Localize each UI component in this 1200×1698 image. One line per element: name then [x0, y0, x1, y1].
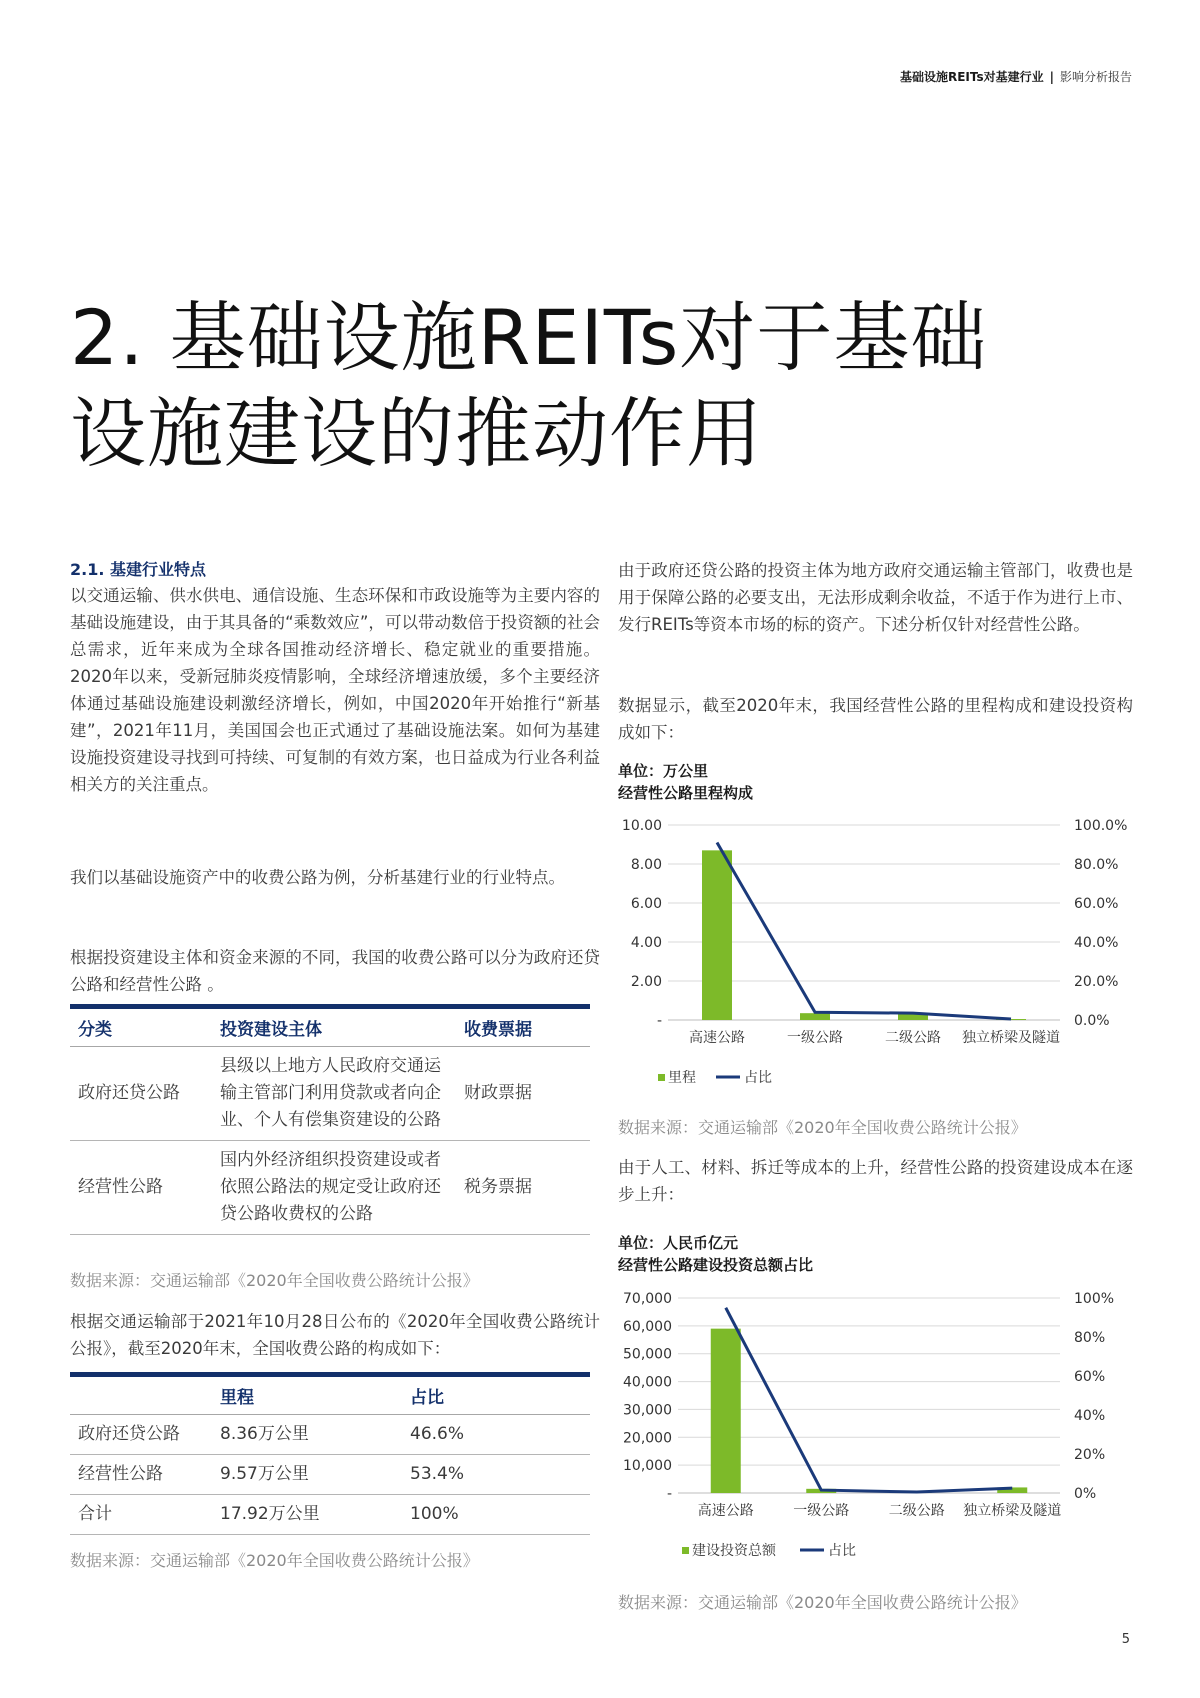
x-tick-label: 高速公路: [689, 1030, 745, 1046]
table-cell: 税务票据: [456, 1141, 590, 1235]
right-paragraph-3: 由于人工、材料、拆迁等成本的上升，经营性公路的投资建设成本在逐步上升：: [618, 1158, 1133, 1204]
left-paragraph-3: 根据投资建设主体和资金来源的不同，我国的收费公路可以分为政府还贷公路和经营性公路 。: [70, 948, 600, 994]
y-right-tick-label: 40%: [1074, 1408, 1106, 1424]
line-series-占比: [717, 843, 1011, 1019]
table-cell: 政府还贷公路: [70, 1047, 212, 1141]
y-right-tick-label: 100.0%: [1074, 818, 1128, 834]
table-cell: 经营性公路: [70, 1455, 212, 1495]
x-tick-label: 独立桥梁及隧道: [963, 1503, 1062, 1519]
y-right-tick-label: 60.0%: [1074, 896, 1119, 912]
table-header-row: [70, 1375, 590, 1415]
table-cell: 经营性公路: [70, 1141, 212, 1235]
legend-label: 里程: [668, 1070, 696, 1086]
y-right-tick-label: 80.0%: [1074, 857, 1119, 873]
bar-建设投资总额: [711, 1329, 741, 1493]
x-tick-label: 二级公路: [885, 1030, 941, 1046]
legend-swatch-bar: [658, 1074, 665, 1081]
right-paragraph-2: 数据显示，截至2020年末，我国经营性公路的里程构成和建设投资构成如下：: [618, 696, 1133, 742]
page-title-line-2: 设施建设的推动作用: [70, 389, 763, 478]
header-separator: |: [1049, 70, 1054, 84]
page-title-line-1: 2. 基础设施REITs对于基础: [70, 293, 988, 382]
legend-label: 占比: [744, 1070, 772, 1086]
x-tick-label: 独立桥梁及隧道: [962, 1030, 1060, 1046]
y-left-tick-label: 70,000: [623, 1291, 672, 1307]
table-cell: 县级以上地方人民政府交通运输主管部门利用贷款或者向企业、个人有偿集资建设的公路: [212, 1047, 456, 1141]
y-left-tick-label: 10.00: [621, 818, 662, 834]
y-left-tick-label: 4.00: [630, 935, 662, 951]
table-header-row: [70, 1007, 590, 1047]
table-cell: 8.36万公里: [212, 1415, 402, 1455]
table-row: [70, 1415, 590, 1455]
section-heading: 2.1. 基建行业特点: [70, 560, 206, 579]
table-cell: 合计: [70, 1495, 212, 1535]
table-header-cell: 里程: [212, 1375, 402, 1415]
x-tick-label: 一级公路: [793, 1503, 850, 1519]
y-right-tick-label: 0%: [1074, 1486, 1097, 1502]
y-left-tick-label: 40,000: [623, 1374, 672, 1391]
investment-chart: [610, 1288, 1160, 1578]
road-classification-table: [70, 1004, 590, 1235]
y-right-tick-label: 20%: [1074, 1447, 1106, 1463]
data-source-note: 数据来源：交通运输部《2020年全国收费公路统计公报》: [618, 1593, 1027, 1612]
y-right-tick-label: 100%: [1074, 1291, 1115, 1307]
road-mileage-table: [70, 1372, 590, 1535]
table-cell: 53.4%: [402, 1455, 590, 1495]
chart-2-unit: 单位：人民币亿元: [618, 1234, 739, 1252]
right-paragraph-1: 由于政府还贷公路的投资主体为地方政府交通运输主管部门，收费也是用于保障公路的必要支出，无法形成剩余收益，不适于作为进行上市、发行REITs等资本市场的标的资产。下述分析仅针对经营性公路。: [618, 561, 1133, 634]
y-right-tick-label: 20.0%: [1074, 974, 1119, 990]
table-header-cell: [70, 1375, 212, 1415]
table-cell: 46.6%: [402, 1415, 590, 1455]
y-left-tick-label: 20,000: [623, 1430, 672, 1447]
y-left-tick-label: 8.00: [630, 857, 662, 873]
y-right-tick-label: 80%: [1074, 1330, 1106, 1346]
y-left-tick-label: 10,000: [623, 1458, 672, 1475]
mileage-chart: [610, 815, 1160, 1095]
table-cell: 国内外经济组织投资建设或者依照公路法的规定受让政府还贷公路收费权的公路: [212, 1141, 456, 1235]
left-paragraph-1: 以交通运输、供水供电、通信设施、生态环保和市政设施等为主要内容的基础设施建设，由于其具备的“乘数效应”，可以带动数倍于投资额的社会总需求，近年来成为全球各国推动经济增长、稳定就业的重要措施。2020年以来，受新冠肺炎疫情影响，全球经济增速放缓，多个主要经济体通过基础设施建设刺激经济增长，例如，中国2020年开始推行“新基建”，2021年11月，美国国会也正式通过了基础设施法案。如何为基建设施投资建设寻找到可持续、可复制的有效方案，也日益成为行业各利益相关方的关注重点。: [70, 586, 600, 794]
legend-swatch-bar: [682, 1547, 689, 1554]
report-subtitle: 影响分析报告: [1059, 70, 1132, 84]
legend-label: 建设投资总额: [692, 1543, 776, 1559]
y-left-tick-label: -: [656, 1013, 662, 1029]
page-title: [70, 290, 987, 482]
y-left-tick-label: 60,000: [623, 1318, 672, 1335]
y-left-tick-label: 6.00: [630, 896, 662, 912]
table-cell: 财政票据: [456, 1047, 590, 1141]
data-source-note: 数据来源：交通运输部《2020年全国收费公路统计公报》: [618, 1118, 1027, 1137]
table-cell: 9.57万公里: [212, 1455, 402, 1495]
x-tick-label: 一级公路: [787, 1030, 843, 1046]
y-right-tick-label: 0.0%: [1074, 1013, 1110, 1029]
table-header-cell: 收费票据: [456, 1007, 590, 1047]
chart-1-title: 经营性公路里程构成: [618, 784, 754, 802]
report-title: 基础设施REITs对基建行业: [899, 70, 1044, 84]
y-right-tick-label: 40.0%: [1074, 935, 1119, 951]
legend-label: 占比: [828, 1543, 856, 1559]
table-row: [70, 1495, 590, 1535]
table-row: [70, 1047, 590, 1141]
y-left-tick-label: 30,000: [623, 1402, 672, 1419]
y-right-tick-label: 60%: [1074, 1369, 1106, 1385]
x-tick-label: 高速公路: [697, 1503, 754, 1519]
data-source-note: 数据来源：交通运输部《2020年全国收费公路统计公报》: [70, 1271, 479, 1290]
left-paragraph-2: 我们以基础设施资产中的收费公路为例，分析基建行业的行业特点。: [70, 868, 565, 887]
report-header: [900, 68, 1132, 85]
left-paragraph-4: 根据交通运输部于2021年10月28日公布的《2020年全国收费公路统计公报》，截至2020年末，全国收费公路的构成如下：: [70, 1312, 600, 1358]
y-left-tick-label: 2.00: [630, 974, 662, 990]
chart-1-unit: 单位：万公里: [618, 762, 709, 780]
y-left-tick-label: -: [666, 1486, 672, 1502]
x-tick-label: 二级公路: [888, 1503, 945, 1519]
data-source-note: 数据来源：交通运输部《2020年全国收费公路统计公报》: [70, 1551, 479, 1570]
chart-2-title: 经营性公路建设投资总额占比: [618, 1256, 814, 1274]
table-row: [70, 1455, 590, 1495]
table-cell: 政府还贷公路: [70, 1415, 212, 1455]
bar-里程: [800, 1013, 830, 1020]
table-row: [70, 1141, 590, 1235]
page-number: 5: [1121, 1632, 1130, 1647]
table-cell: 17.92万公里: [212, 1495, 402, 1535]
bar-里程: [702, 850, 732, 1020]
table-cell: 100%: [402, 1495, 590, 1535]
table-header-cell: 占比: [402, 1375, 590, 1415]
table-header-cell: 分类: [70, 1007, 212, 1047]
y-left-tick-label: 50,000: [623, 1346, 672, 1363]
table-header-cell: 投资建设主体: [212, 1007, 456, 1047]
line-series-占比: [726, 1308, 1013, 1492]
